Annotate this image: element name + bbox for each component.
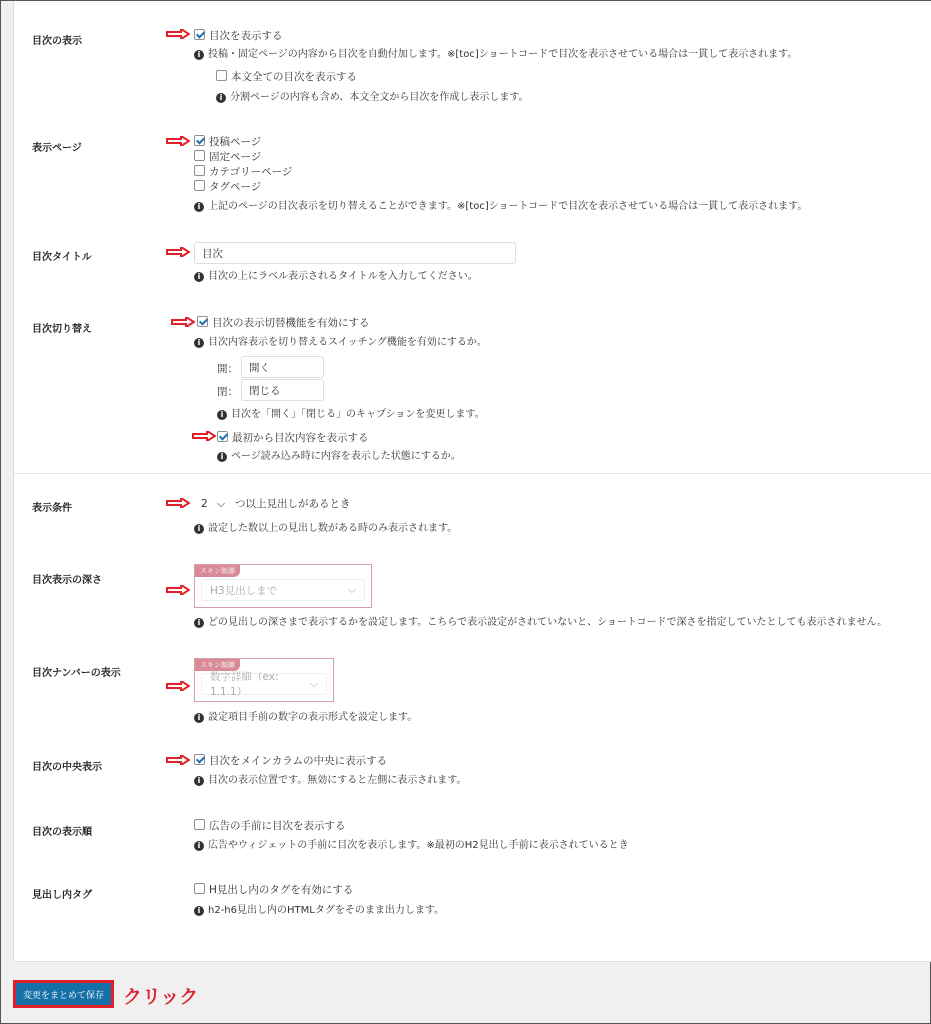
chevron-down-icon: ⌵ (348, 583, 356, 596)
number-format-select[interactable]: 数字詳細（ex: 1.1.1） ⌵ (201, 673, 327, 695)
chevron-down-icon: ⌵ (310, 677, 318, 690)
divider (13, 473, 931, 474)
label-toc-toggle: 目次切り替え (32, 324, 92, 335)
help-text: i 設定した数以上の見出し数がある時のみ表示されます。 (194, 519, 457, 534)
checkbox-icon[interactable] (194, 754, 205, 765)
checkbox-show-toc[interactable]: 目次を表示する (194, 28, 283, 43)
label-toc-title: 目次タイトル (32, 252, 92, 263)
checkbox-icon[interactable] (194, 180, 205, 191)
label-depth: 目次表示の深さ (32, 575, 102, 586)
checkbox-order[interactable]: 広告の手前に目次を表示する (194, 818, 346, 833)
arrow-annotation-icon (166, 681, 190, 691)
checkbox-icon[interactable] (217, 431, 228, 442)
label-display-pages: 表示ページ (32, 143, 82, 154)
skin-controlled-box (194, 564, 372, 608)
checkbox-center[interactable]: 目次をメインカラムの中央に表示する (194, 753, 387, 768)
label-toc-display: 目次の表示 (32, 36, 82, 47)
close-label: 閉： (217, 386, 238, 398)
checkbox-icon[interactable] (194, 165, 205, 176)
checkbox-category-page[interactable]: カテゴリーページ (194, 164, 292, 179)
checkbox-icon[interactable] (194, 29, 205, 40)
chevron-down-icon: ⌵ (217, 497, 225, 510)
checkbox-tag-page[interactable]: タグページ (194, 179, 261, 194)
help-text: i 上記のページの目次表示を切り替えることができます。※[toc]ショートコードで目次を表示させている場合は一貫して表示されます。 (194, 197, 807, 212)
help-text: i 投稿・固定ページの内容から目次を自動付加します。※[toc]ショートコードで目次を表示させている場合は一貫して表示されます。 (194, 45, 797, 60)
arrow-annotation-icon (166, 29, 190, 39)
open-label: 開： (217, 363, 238, 375)
depth-select[interactable]: H3見出しまで ⌵ (201, 579, 365, 601)
label-order: 目次の表示順 (32, 827, 92, 838)
info-icon: i (194, 272, 204, 282)
checkbox-tags[interactable]: H見出し内のタグを有効にする (194, 882, 353, 897)
info-icon: i (194, 50, 204, 60)
label-tags: 見出し内タグ (32, 890, 92, 901)
help-text: i 広告やウィジェットの手前に目次を表示します。※最初のH2見出し手前に表示されているとき (194, 836, 629, 851)
checkbox-icon[interactable] (216, 70, 227, 81)
arrow-annotation-icon (192, 431, 216, 441)
checkbox-icon[interactable] (194, 819, 205, 830)
click-annotation: クリック (123, 986, 199, 1008)
open-caption-input[interactable]: 開く (241, 356, 324, 378)
info-icon: i (194, 338, 204, 348)
help-text: i 目次の表示位置です。無効にすると左側に表示されます。 (194, 771, 466, 786)
help-text: i 設定項目手前の数字の表示形式を設定します。 (194, 708, 417, 723)
info-icon: i (217, 452, 227, 462)
heading-count-select[interactable]: 2 ⌵ (194, 493, 232, 515)
save-all-button[interactable]: 変更をまとめて保存 (13, 980, 114, 1008)
checkbox-all-pages-toc[interactable]: 本文全ての目次を表示する (216, 69, 357, 84)
label-condition: 表示条件 (32, 503, 72, 514)
info-icon: i (194, 713, 204, 723)
arrow-annotation-icon (166, 585, 190, 595)
checkbox-initial-open[interactable]: 最初から目次内容を表示する (217, 430, 369, 445)
help-text: i 目次内容表示を切り替えるスイッチング機能を有効にするか。 (194, 333, 487, 348)
checkbox-icon[interactable] (197, 316, 208, 327)
arrow-annotation-icon (166, 247, 190, 257)
checkbox-icon[interactable] (194, 150, 205, 161)
skin-control-badge: スキン制御 (195, 565, 240, 577)
help-text: i ページ読み込み時に内容を表示した状態にするか。 (217, 447, 461, 462)
label-number: 目次ナンバーの表示 (32, 668, 121, 679)
checkbox-icon[interactable] (194, 135, 205, 146)
checkbox-toggle-enable[interactable]: 目次の表示切替機能を有効にする (197, 315, 370, 330)
arrow-annotation-icon (166, 136, 190, 146)
info-icon: i (194, 202, 204, 212)
info-icon: i (194, 906, 204, 916)
toc-title-input[interactable]: 目次 (194, 242, 516, 264)
arrow-annotation-icon (166, 498, 190, 508)
info-icon: i (217, 410, 227, 420)
close-caption-input[interactable]: 閉じる (241, 379, 324, 401)
info-icon: i (216, 93, 226, 103)
info-icon: i (194, 524, 204, 534)
skin-controlled-box (194, 658, 334, 702)
settings-panel (13, 1, 931, 962)
help-text: i h2-h6見出し内のHTMLタグをそのまま出力します。 (194, 901, 444, 916)
checkbox-icon[interactable] (194, 883, 205, 894)
arrow-annotation-icon (166, 755, 190, 765)
arrow-annotation-icon (171, 317, 195, 327)
checkbox-post-page[interactable]: 投稿ページ (194, 134, 261, 149)
skin-control-badge: スキン制御 (195, 659, 240, 671)
info-icon: i (194, 776, 204, 786)
help-text: i 目次の上にラベル表示されるタイトルを入力してください。 (194, 267, 478, 282)
info-icon: i (194, 841, 204, 851)
checkbox-fixed-page[interactable]: 固定ページ (194, 149, 261, 164)
help-text: i 目次を「開く」「閉じる」のキャプションを変更します。 (217, 405, 485, 420)
info-icon: i (194, 618, 204, 628)
help-text: i どの見出しの深さまで表示するかを設定します。こちらで表示設定がされていないと、ショートコードで深さを指定していたとしても表示されません。 (194, 613, 887, 628)
label-center: 目次の中央表示 (32, 762, 102, 773)
condition-suffix: つ以上見出しがあるとき (235, 498, 351, 510)
help-text: i 分割ページの内容も含め、本文全文から目次を作成し表示します。 (216, 88, 529, 103)
